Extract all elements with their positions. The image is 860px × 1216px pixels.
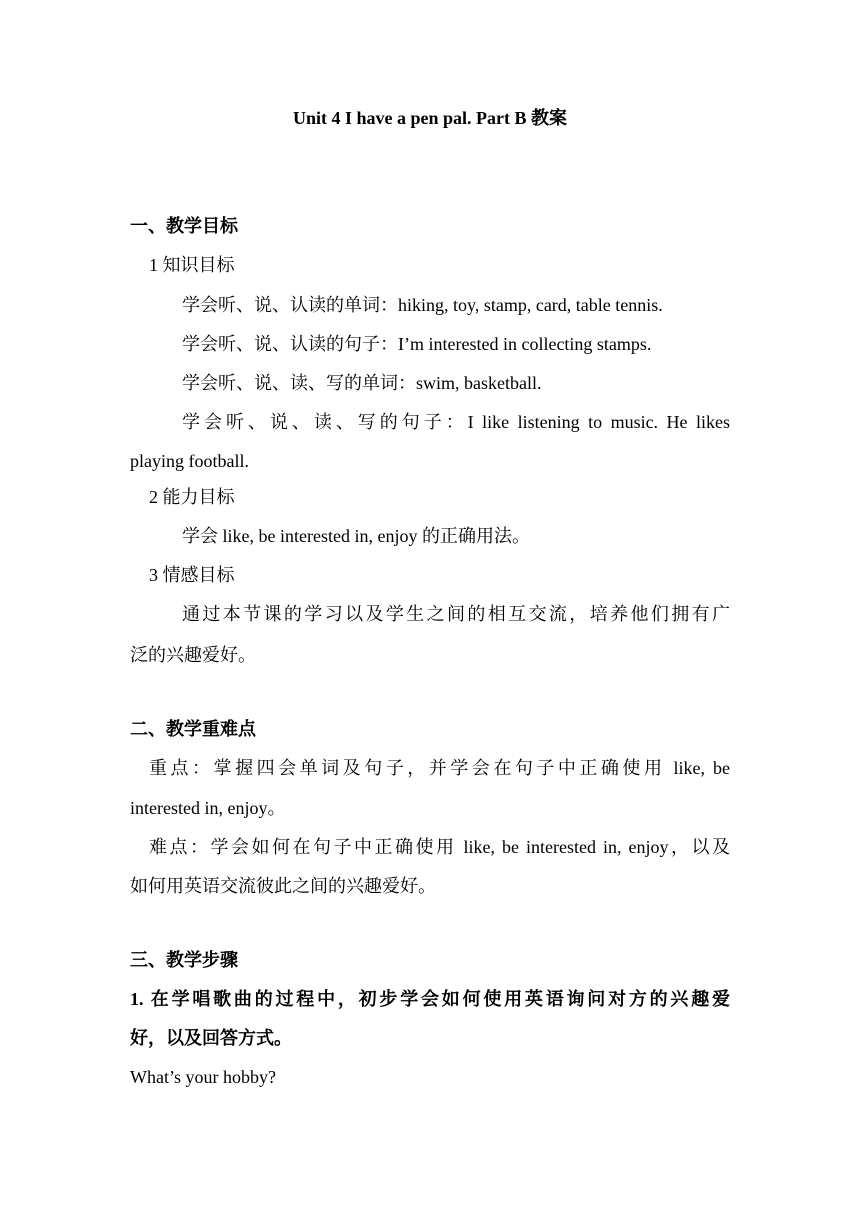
key-point-line: interested in, enjoy。 xyxy=(130,798,286,818)
step-line: 1. 在学唱歌曲的过程中，初步学会如何使用英语询问对方的兴趣爱 xyxy=(130,989,730,1009)
subheading-affective-goals: 3 情感目标 xyxy=(149,565,235,585)
key-point-line: 重点：掌握四会单词及句子，并学会在句子中正确使用 like, be xyxy=(149,758,730,778)
step-line: 好，以及回答方式。 xyxy=(130,1028,292,1048)
section-heading-steps: 三、教学步骤 xyxy=(130,950,238,970)
knowledge-goal-line: 学会听、说、读、写的句子：I like listening to music. He likes xyxy=(182,412,730,432)
subheading-knowledge-goals: 1 知识目标 xyxy=(149,255,235,275)
section-heading-objectives: 一、教学目标 xyxy=(130,216,238,236)
affective-goal-line: 通过本节课的学习以及学生之间的相互交流，培养他们拥有广 xyxy=(182,604,730,624)
knowledge-goal-line: 学会听、说、认读的单词：hiking, toy, stamp, card, table tennis. xyxy=(182,295,663,315)
document-title: Unit 4 I have a pen pal. Part B 教案 xyxy=(292,108,568,128)
subheading-ability-goals: 2 能力目标 xyxy=(149,487,235,507)
section-heading-key-points: 二、教学重难点 xyxy=(130,719,256,739)
knowledge-goal-line: playing football. xyxy=(130,451,249,471)
example-question: What’s your hobby? xyxy=(130,1067,276,1087)
difficulty-line: 难点：学会如何在句子中正确使用 like, be interested in, enjoy，以及 xyxy=(149,837,730,857)
ability-goal-line: 学会 like, be interested in, enjoy 的正确用法。 xyxy=(182,526,530,546)
knowledge-goal-line: 学会听、说、读、写的单词：swim, basketball. xyxy=(182,373,542,393)
knowledge-goal-line: 学会听、说、认读的句子：I’m interested in collecting stamps. xyxy=(182,334,652,354)
difficulty-line: 如何用英语交流彼此之间的兴趣爱好。 xyxy=(130,876,436,896)
affective-goal-line: 泛的兴趣爱好。 xyxy=(130,645,256,665)
